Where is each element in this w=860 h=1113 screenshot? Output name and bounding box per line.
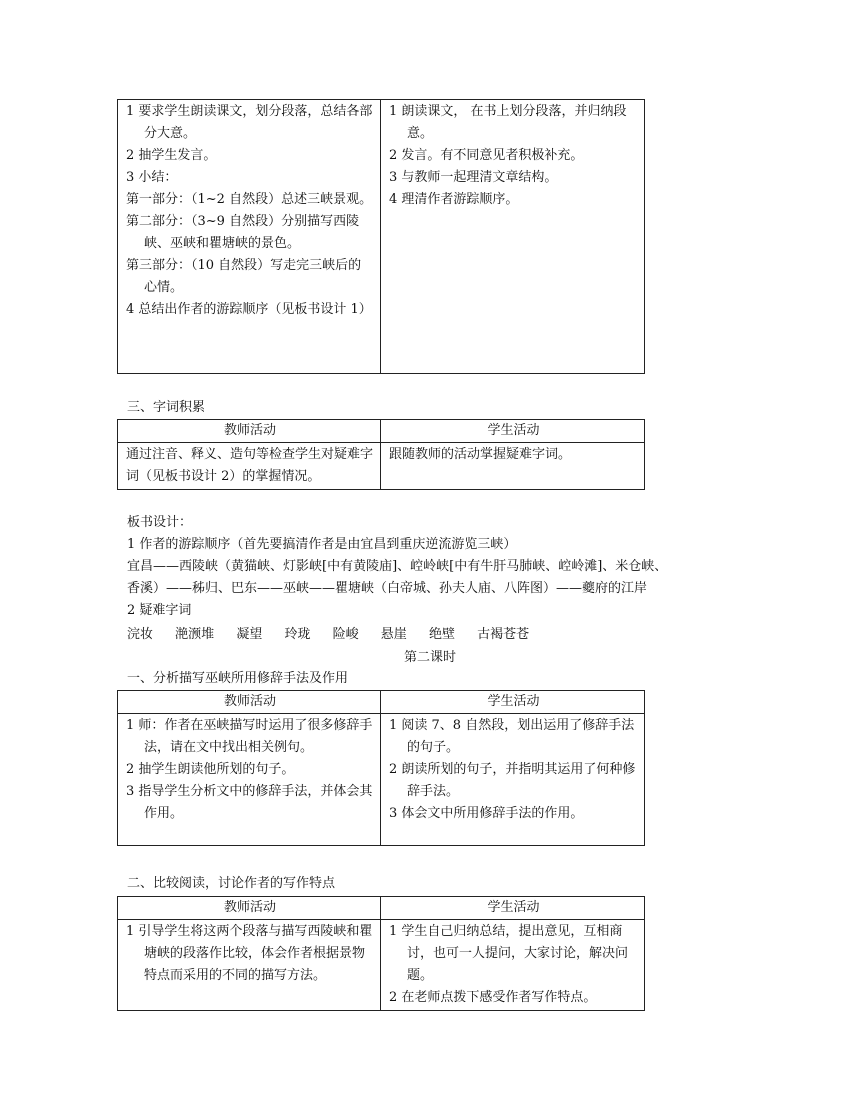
student-item: 2 发言。有不同意见者积极补充。 bbox=[389, 148, 584, 163]
student-item: 1 学生自己归纳总结，提出意见，互相商讨，也可一人提问，大家讨论，解决问题。 bbox=[389, 924, 629, 983]
comparison-table bbox=[117, 896, 645, 1011]
word: 险峻 bbox=[332, 627, 359, 642]
teacher-activity-header: 教师活动 bbox=[118, 897, 381, 920]
vocabulary-table bbox=[117, 419, 645, 490]
student-item: 1 阅读 7、8 自然段，划出运用了修辞手法的句子。 bbox=[389, 718, 635, 755]
teacher-item: 3 小结： bbox=[126, 170, 178, 185]
summary-part-3: 第三部分：（10 自然段）写走完三峡后的心情。 bbox=[126, 258, 362, 295]
word: 绝壁 bbox=[428, 627, 455, 642]
word: 凝望 bbox=[236, 627, 263, 642]
student-activity-cell bbox=[381, 100, 645, 374]
board-line: 1 作者的游踪顺序（首先要搞清作者是由宜昌到重庆逆流游览三峡） bbox=[127, 537, 517, 552]
lesson-title: 第二课时 bbox=[403, 650, 456, 665]
student-item: 1 朗读课文， 在书上划分段落，并归纳段意。 bbox=[389, 104, 627, 141]
student-item: 3 体会文中所用修辞手法的作用。 bbox=[389, 806, 584, 821]
teacher-item: 2 抽学生朗读他所划的句子。 bbox=[126, 762, 295, 777]
teacher-activity-cell bbox=[118, 714, 381, 846]
student-activity-cell: 跟随教师的活动掌握疑难字词。 bbox=[381, 443, 645, 490]
student-activity-cell bbox=[381, 714, 645, 846]
structure-table bbox=[117, 99, 645, 374]
word: 玲珑 bbox=[284, 627, 311, 642]
summary-part-2: 第二部分：（3~9 自然段）分别描写西陵峡、巫峡和瞿塘峡的景色。 bbox=[126, 214, 360, 251]
section-heading: 一、分析描写巫峡所用修辞手法及作用 bbox=[127, 671, 349, 686]
board-line: 2 疑难字词 bbox=[127, 603, 192, 618]
section-heading: 二、比较阅读，讨论作者的写作特点 bbox=[127, 876, 336, 891]
teacher-item: 1 引导学生将这两个段落与描写西陵峡和瞿塘峡的段落作比较，体会作者根据景物特点而采用的不同的描写方法。 bbox=[126, 924, 373, 983]
student-activity-header: 学生活动 bbox=[381, 420, 645, 443]
student-activity-header: 学生活动 bbox=[381, 691, 645, 714]
student-item: 4 理清作者游踪顺序。 bbox=[389, 192, 519, 207]
teacher-item: 2 抽学生发言。 bbox=[126, 148, 217, 163]
board-line: 宜昌——西陵峡（黄猫峡、灯影峡[中有黄陵庙]、崆岭峡[中有牛肝马肺峡、崆岭滩]、米仓峡、 bbox=[127, 559, 668, 574]
teacher-item: 3 指导学生分析文中的修辞手法，并体会其作用。 bbox=[126, 784, 373, 821]
word: 古褐苍苍 bbox=[477, 627, 530, 642]
student-item: 3 与教师一起理清文章结构。 bbox=[389, 170, 558, 185]
rhetoric-table bbox=[117, 690, 645, 846]
difficult-words-list bbox=[127, 624, 547, 646]
board-design-title: 板书设计： bbox=[127, 515, 193, 530]
student-item: 2 朗读所划的句子，并指明其运用了何种修辞手法。 bbox=[389, 762, 636, 799]
student-activity-cell bbox=[381, 920, 645, 1011]
student-activity-header: 学生活动 bbox=[381, 897, 645, 920]
teacher-item: 4 总结出作者的游踪顺序（见板书设计 1） bbox=[126, 302, 372, 317]
teacher-activity-cell: 通过注音、释义、造句等检查学生对疑难字词（见板书设计 2）的掌握情况。 bbox=[118, 443, 381, 490]
teacher-activity-cell bbox=[118, 920, 381, 1011]
word: 滟滪堆 bbox=[175, 627, 215, 642]
section-heading: 三、字词积累 bbox=[127, 400, 206, 415]
teacher-activity-header: 教师活动 bbox=[118, 420, 381, 443]
summary-part-1: 第一部分：（1~2 自然段）总述三峡景观。 bbox=[126, 192, 373, 207]
teacher-item: 1 师：作者在巫峡描写时运用了很多修辞手法，请在文中找出相关例句。 bbox=[126, 718, 373, 755]
student-item: 2 在老师点拨下感受作者写作特点。 bbox=[389, 990, 597, 1005]
board-line: 香溪）——秭归、巴东——巫峡——瞿塘峡（白帝城、孙夫人庙、八阵图）——夔府的江岸 bbox=[127, 581, 648, 596]
word: 悬崖 bbox=[380, 627, 407, 642]
teacher-item: 1 要求学生朗读课文，划分段落，总结各部分大意。 bbox=[126, 104, 373, 141]
teacher-activity-header: 教师活动 bbox=[118, 691, 381, 714]
teacher-activity-cell bbox=[118, 100, 381, 374]
word: 浣妆 bbox=[127, 627, 154, 642]
